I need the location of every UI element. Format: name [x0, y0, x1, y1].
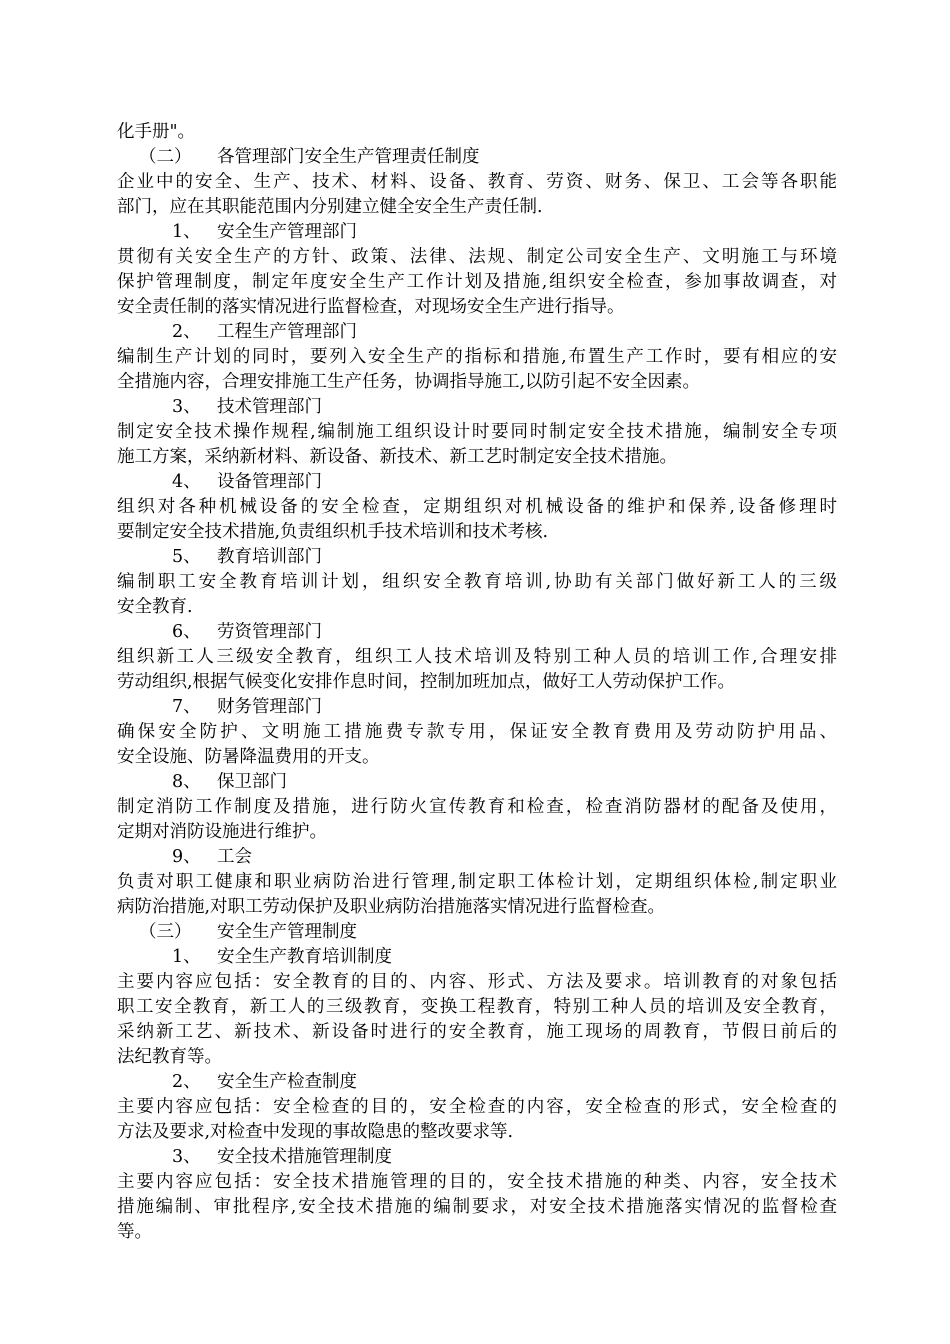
heading-number: 8、 — [172, 772, 201, 792]
item-heading — [117, 320, 837, 345]
paragraph-line: 病防治措施,对职工劳动保护及职业病防治措施落实情况进行监督检查。 — [117, 897, 666, 917]
heading-title: 教育培训部门 — [217, 547, 322, 567]
heading-number: 5、 — [172, 547, 201, 567]
heading-number: 2、 — [172, 322, 201, 342]
heading-number: 1、 — [172, 947, 201, 967]
paragraph-line: 主要内容应包括：安全教育的目的、内容、形式、方法及要求。培训教育的对象包括 — [117, 972, 837, 992]
item-heading — [117, 845, 837, 870]
paragraph-line: 负责对职工健康和职业病防治进行管理,制定职工体检计划，定期组织体检,制定职业 — [117, 872, 837, 892]
heading-number: （二） — [139, 147, 192, 167]
paragraph-line: 化手册"。 — [117, 122, 196, 142]
heading-title: 工会 — [217, 847, 252, 867]
paragraph-line: 编制职工安全教育培训计划，组织安全教育培训,协助有关部门做好新工人的三级 — [117, 572, 837, 592]
heading-title: 安全生产检查制度 — [217, 1072, 357, 1092]
paragraph-line: 要制定安全技术措施,负责组织机手技术培训和技术考核. — [117, 522, 549, 542]
paragraph-line: 主要内容应包括：安全检查的目的，安全检查的内容，安全检查的形式，安全检查的 — [117, 1097, 837, 1117]
heading-title: 保卫部门 — [217, 772, 287, 792]
heading-number: 4、 — [172, 472, 201, 492]
heading-number: 2、 — [172, 1072, 201, 1092]
item-heading — [117, 695, 837, 720]
item-heading — [117, 220, 837, 245]
paragraph-line: 措施编制、审批程序,安全技术措施的编制要求，对安全技术措施落实情况的监督检查 — [117, 1197, 837, 1217]
paragraph-line: 组织新工人三级安全教育，组织工人技术培训及特别工种人员的培训工作,合理安排 — [117, 647, 837, 667]
heading-title: 各管理部门安全生产管理责任制度 — [217, 147, 480, 167]
heading-number: 6、 — [172, 622, 201, 642]
heading-title: 设备管理部门 — [217, 472, 322, 492]
item-heading — [117, 395, 837, 420]
heading-number: 1、 — [172, 222, 201, 242]
paragraph-line: 劳动组织,根据气候变化安排作息时间，控制加班加点，做好工人劳动保护工作。 — [117, 672, 736, 692]
heading-number: 9、 — [172, 847, 201, 867]
paragraph-line: 等。 — [117, 1222, 152, 1242]
heading-number: 7、 — [172, 697, 201, 717]
paragraph-line: 安全责任制的落实情况进行监督检查，对现场安全生产进行指导。 — [117, 297, 625, 317]
section-heading — [117, 145, 837, 170]
item-heading — [117, 770, 837, 795]
document-page — [117, 120, 837, 1245]
heading-title: 技术管理部门 — [217, 397, 322, 417]
heading-title: 安全生产教育培训制度 — [217, 947, 392, 967]
paragraph-line: 法纪教育等。 — [117, 1047, 222, 1067]
paragraph-line: 方法及要求,对检查中发现的事故隐患的整改要求等. — [117, 1122, 514, 1142]
item-heading — [117, 470, 837, 495]
paragraph-line: 制定消防工作制度及措施，进行防火宣传教育和检查，检查消防器材的配备及使用， — [117, 797, 837, 817]
section-heading — [117, 920, 837, 945]
heading-number: 3、 — [172, 397, 201, 417]
heading-number: 3、 — [172, 1147, 201, 1167]
heading-title: 安全生产管理部门 — [217, 222, 357, 242]
heading-title: 工程生产管理部门 — [217, 322, 357, 342]
item-heading — [117, 1070, 837, 1095]
paragraph-line: 制定安全技术操作规程,编制施工组织设计时要同时制定安全技术措施，编制安全专项 — [117, 422, 837, 442]
paragraph-line: 企业中的安全、生产、技术、材料、设备、教育、劳资、财务、保卫、工会等各职能 — [117, 172, 837, 192]
item-heading — [117, 545, 837, 570]
paragraph-line: 采纳新工艺、新技术、新设备时进行的安全教育，施工现场的周教育，节假日前后的 — [117, 1022, 837, 1042]
item-heading — [117, 1145, 837, 1170]
paragraph-line: 安全设施、防暑降温费用的开支。 — [117, 747, 380, 767]
paragraph-line: 部门，应在其职能范围内分别建立健全安全生产责任制. — [117, 197, 543, 217]
paragraph-line: 组织对各种机械设备的安全检查，定期组织对机械设备的维护和保养,设备修理时 — [117, 497, 837, 517]
paragraph-line: 施工方案，采纳新材料、新设备、新技术、新工艺时制定安全技术措施。 — [117, 447, 677, 467]
paragraph-line: 全措施内容，合理安排施工生产任务，协调指导施工,以防引起不安全因素。 — [117, 372, 701, 392]
paragraph-line: 保护管理制度，制定年度安全生产工作计划及措施,组织安全检查，参加事故调查，对 — [117, 272, 837, 292]
heading-title: 安全技术措施管理制度 — [217, 1147, 392, 1167]
heading-title: 劳资管理部门 — [217, 622, 322, 642]
paragraph-line: 定期对消防设施进行维护。 — [117, 822, 327, 842]
paragraph-line: 主要内容应包括：安全技术措施管理的目的，安全技术措施的种类、内容，安全技术 — [117, 1172, 837, 1192]
paragraph-line: 编制生产计划的同时，要列入安全生产的指标和措施,布置生产工作时，要有相应的安 — [117, 347, 837, 367]
heading-title: 安全生产管理制度 — [217, 922, 357, 942]
paragraph-line: 贯彻有关安全生产的方针、政策、法律、法规、制定公司安全生产、文明施工与环境 — [117, 247, 837, 267]
heading-number: （三） — [139, 922, 192, 942]
heading-title: 财务管理部门 — [217, 697, 322, 717]
item-heading — [117, 945, 837, 970]
item-heading — [117, 620, 837, 645]
paragraph-line: 职工安全教育，新工人的三级教育，变换工程教育，特别工种人员的培训及安全教育， — [117, 997, 837, 1017]
paragraph-line: 确保安全防护、文明施工措施费专款专用，保证安全教育费用及劳动防护用品、 — [117, 722, 837, 742]
paragraph-line: 安全教育. — [117, 597, 193, 617]
